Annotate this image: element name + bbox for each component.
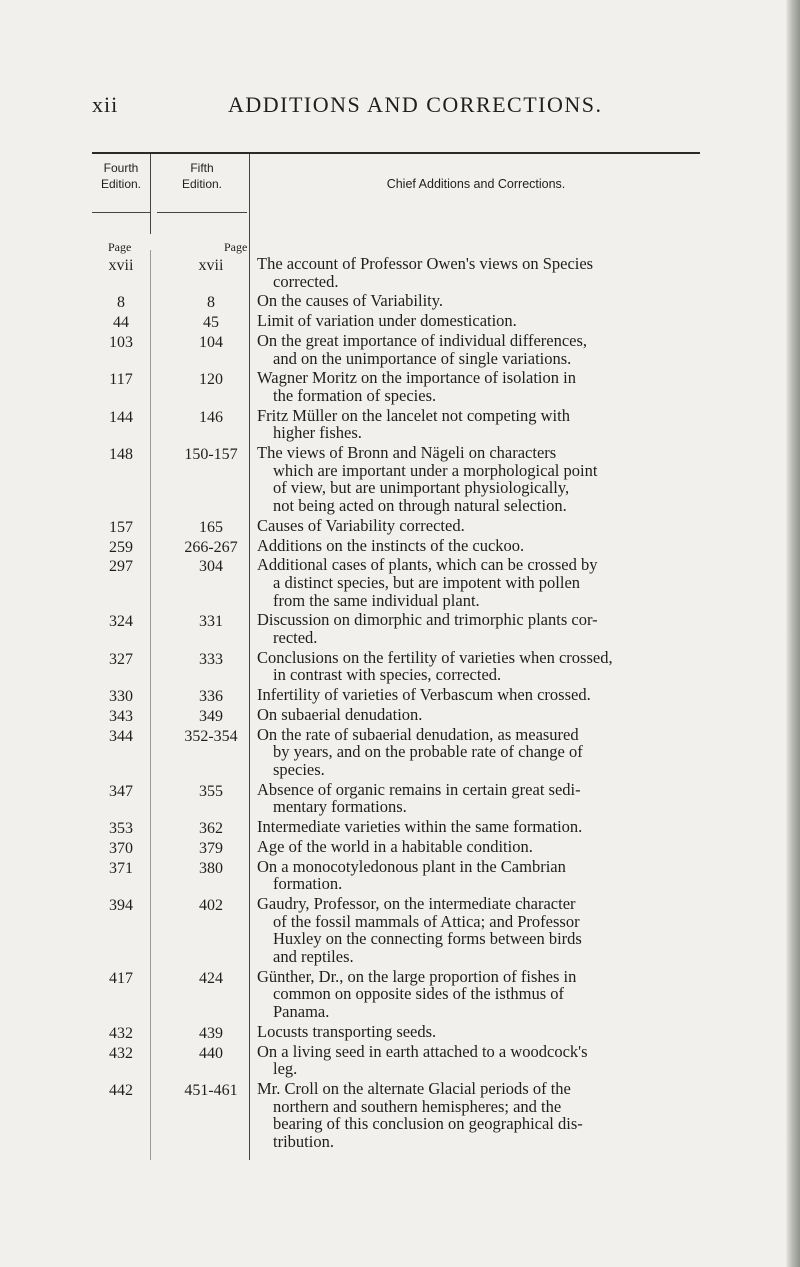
fifth-edition-page: 45 — [203, 314, 219, 332]
fifth-edition-page: 439 — [199, 1024, 223, 1042]
fifth-edition-page: 120 — [199, 371, 223, 389]
addition-description — [257, 537, 689, 555]
fifth-edition-page: 402 — [199, 897, 223, 915]
description-line: of the fossil mammals of Attica; and Professor — [273, 911, 580, 931]
fourth-edition-page: xvii — [108, 257, 134, 274]
column-header-fourth-edition — [92, 160, 150, 192]
fourth-edition-page: 370 — [109, 840, 133, 857]
description-line: and reptiles. — [273, 946, 354, 966]
description-line: Intermediate varieties within the same formation. — [257, 817, 583, 837]
description-line: The account of Professor Owen's views on Species — [257, 254, 594, 273]
addition-description — [257, 1080, 689, 1150]
description-line: Günther, Dr., on the large proportion of fishes in — [257, 966, 577, 986]
description-line: On the rate of subaerial denudation, as measured — [257, 724, 579, 744]
description-line: not being acted on through natural selection. — [273, 495, 567, 515]
description-line: Additions on the instincts of the cuckoo. — [257, 535, 525, 555]
description-line: On the causes of Variability. — [257, 291, 444, 311]
description-line: On subaerial denudation. — [257, 705, 423, 724]
fourth-edition-page: 103 — [109, 334, 133, 351]
fifth-edition-page: 146 — [199, 408, 223, 426]
fifth-edition-page: 379 — [199, 840, 223, 857]
description-line: rected. — [273, 627, 318, 647]
fifth-edition-page: 165 — [199, 518, 223, 536]
addition-description — [257, 838, 689, 856]
description-line: a distinct species, but are impotent with pollen — [273, 572, 581, 592]
description-line: Fritz Müller on the lancelet not competing with — [257, 405, 570, 425]
header-rule-fourth — [92, 212, 150, 213]
description-line: bearing of this conclusion on geographical dis- — [273, 1114, 583, 1134]
addition-description — [257, 255, 689, 290]
page-header — [92, 92, 772, 126]
description-line: of view, but are unimportant physiologically, — [273, 478, 570, 498]
page-label-fifth: Page — [224, 240, 248, 254]
description-line: Locusts transporting seeds. — [257, 1021, 437, 1041]
description-line: tribution. — [273, 1131, 334, 1151]
description-line: Age of the world in a habitable condition. — [257, 837, 533, 856]
addition-description — [257, 895, 689, 965]
addition-description — [257, 649, 689, 684]
description-line: Causes of Variability corrected. — [257, 515, 465, 535]
column-header-line: Edition. — [100, 177, 142, 191]
description-line: Infertility of varieties of Verbascum when crossed. — [257, 685, 591, 705]
addition-description — [257, 556, 689, 609]
description-line: The views of Bronn and Nägeli on characters — [257, 443, 557, 463]
column-header-line: Fourth — [103, 161, 139, 175]
fifth-edition-page: 304 — [199, 558, 223, 576]
fifth-edition-page: 424 — [199, 969, 223, 987]
fourth-edition-page: 327 — [109, 650, 133, 668]
addition-description — [257, 726, 689, 779]
description-line: Additional cases of plants, which can be crossed by — [257, 555, 598, 575]
fourth-edition-page: 344 — [109, 727, 133, 745]
description-line: corrected. — [273, 271, 339, 291]
description-line: On a monocotyledonous plant in the Cambrian — [257, 856, 566, 876]
fourth-edition-page: 324 — [109, 613, 133, 631]
description-line: the formation of species. — [273, 385, 437, 405]
description-line: On the great importance of individual differences, — [257, 331, 588, 350]
description-line: On a living seed in earth attached to a woodcock's — [257, 1041, 588, 1061]
table-top-rule — [92, 152, 700, 154]
fifth-edition-page: 380 — [199, 859, 223, 877]
addition-description — [257, 1023, 689, 1041]
description-line: and on the unimportance of single variations. — [273, 348, 572, 368]
fifth-edition-page: 451-461 — [184, 1082, 238, 1099]
addition-description — [257, 292, 689, 310]
running-title: ADDITIONS AND CORRECTIONS. — [228, 92, 603, 117]
fourth-edition-page: 432 — [109, 1024, 133, 1042]
description-line: Wagner Moritz on the importance of isolation in — [257, 368, 576, 388]
fifth-edition-page: 362 — [199, 820, 223, 838]
addition-description — [257, 312, 689, 330]
description-line: Limit of variation under domestication. — [257, 311, 517, 331]
fourth-edition-page: 44 — [113, 314, 129, 332]
fifth-edition-page: 349 — [199, 708, 223, 725]
description-line: higher fishes. — [273, 423, 362, 443]
addition-description — [257, 332, 689, 367]
fourth-edition-page: 394 — [109, 897, 133, 915]
page-edge-shadow — [786, 0, 800, 1267]
addition-description — [257, 517, 689, 535]
addition-description — [257, 444, 689, 514]
addition-description — [257, 706, 689, 724]
fifth-edition-page: 150-157 — [184, 446, 238, 464]
addition-description — [257, 858, 689, 893]
fourth-edition-page: 8 — [117, 294, 125, 312]
fifth-edition-page: 266-267 — [184, 538, 238, 556]
fourth-edition-page: 148 — [109, 446, 133, 464]
description-line: Absence of organic remains in certain great sedi- — [257, 779, 581, 799]
column-divider-1-lower — [150, 250, 151, 1160]
fifth-edition-page: 440 — [199, 1044, 223, 1062]
description-line: Huxley on the connecting forms between birds — [273, 929, 582, 949]
fourth-edition-page: 330 — [109, 688, 133, 706]
description-line: leg. — [273, 1059, 298, 1079]
fifth-edition-page: 355 — [199, 782, 223, 800]
fourth-edition-page: 259 — [109, 538, 133, 556]
corrections-table — [92, 152, 708, 1157]
fourth-edition-page: 442 — [109, 1082, 133, 1099]
addition-description — [257, 1043, 689, 1078]
column-divider-1 — [150, 154, 151, 234]
description-line: mentary formations. — [273, 797, 407, 817]
fifth-edition-page: 352-354 — [184, 727, 238, 745]
description-line: Discussion on dimorphic and trimorphic plants cor- — [257, 610, 598, 630]
column-header-chief-additions: Chief Additions and Corrections. — [386, 177, 566, 191]
column-header-fifth-edition — [156, 160, 248, 192]
fourth-edition-page: 144 — [109, 408, 133, 426]
description-line: northern and southern hemispheres; and the — [273, 1096, 562, 1116]
column-header-line: Edition. — [181, 177, 223, 191]
description-line: species. — [273, 759, 325, 779]
description-line: in contrast with species, corrected. — [273, 665, 502, 685]
fifth-edition-page: 8 — [207, 294, 215, 312]
fourth-edition-page: 417 — [109, 969, 133, 987]
fifth-edition-page: 104 — [199, 334, 223, 351]
description-line: common on opposite sides of the isthmus of — [273, 984, 565, 1004]
description-line: formation. — [273, 874, 343, 894]
addition-description — [257, 968, 689, 1021]
addition-description — [257, 686, 689, 704]
description-line: Conclusions on the fertility of varieties when crossed, — [257, 647, 613, 667]
description-line: by years, and on the probable rate of change of — [273, 742, 583, 762]
description-line: from the same individual plant. — [273, 590, 480, 610]
addition-description — [257, 369, 689, 404]
fourth-edition-page: 371 — [109, 859, 133, 877]
addition-description — [257, 781, 689, 816]
fourth-edition-page: 347 — [109, 782, 133, 800]
fourth-edition-page: 297 — [109, 558, 133, 576]
addition-description — [257, 611, 689, 646]
header-rule-fifth — [157, 212, 247, 213]
page-number: xii — [92, 92, 119, 117]
addition-description — [257, 407, 689, 442]
description-line: Gaudry, Professor, on the intermediate character — [257, 894, 576, 914]
page-label-fourth: Page — [108, 240, 132, 254]
fourth-edition-page: 117 — [109, 371, 133, 389]
fourth-edition-page: 157 — [109, 518, 133, 536]
fourth-edition-page: 432 — [109, 1044, 133, 1062]
addition-description — [257, 818, 689, 836]
fourth-edition-page: 343 — [109, 708, 133, 725]
fifth-edition-page: 333 — [199, 650, 223, 668]
description-line: which are important under a morphological point — [273, 460, 598, 480]
description-line: Panama. — [273, 1001, 330, 1021]
column-header-line: Fifth — [190, 161, 214, 175]
fifth-edition-page: xvii — [198, 257, 224, 274]
fifth-edition-page: 336 — [199, 688, 223, 706]
fifth-edition-page: 331 — [199, 613, 223, 631]
fourth-edition-page: 353 — [109, 820, 133, 838]
description-line: Mr. Croll on the alternate Glacial periods of the — [257, 1079, 571, 1098]
